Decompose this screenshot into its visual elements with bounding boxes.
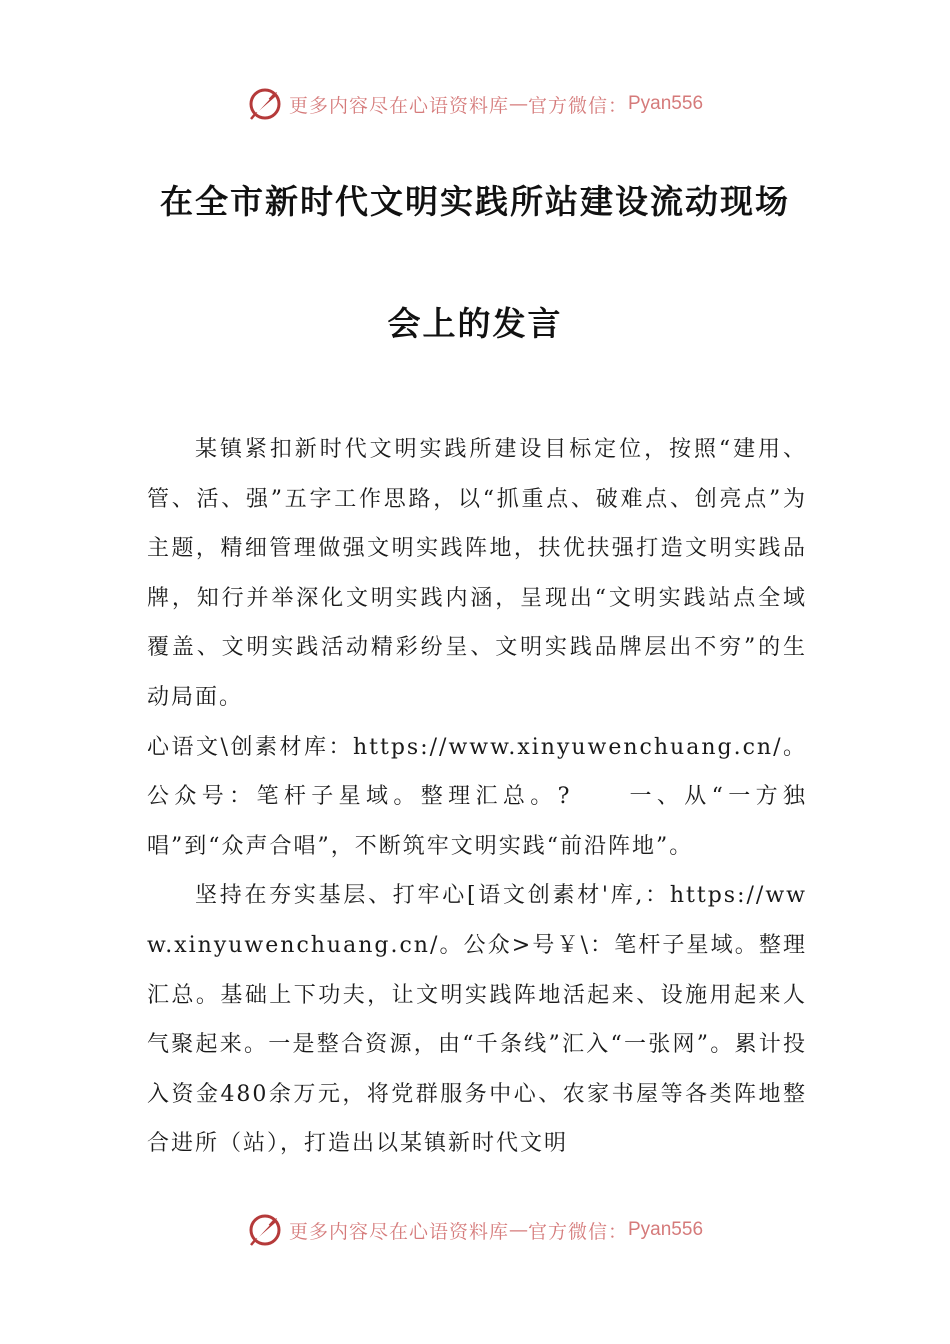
paragraph: 某镇紧扣新时代文明实践所建设目标定位，按照“建用、管、活、强”五字工作思路，以“抓重点、破难点、创亮点”为主题，精细管理做强文明实践阵地，扶优扶强打造文明实践品牌，知行并举深化文明实践内涵，呈现出“文明实践站点全域覆盖、文明实践活动精彩纷呈、文明实践品牌层出不穷”的生动局面。: [147, 437, 807, 710]
document-title-line-1: 在全市新时代文明实践所站建设流动现场: [160, 182, 790, 221]
banner-text: 更多内容尽在心语资料库: [288, 94, 509, 117]
document-body: [147, 425, 807, 1169]
header-banner: [0, 82, 950, 126]
banner-separator: —: [508, 93, 528, 115]
paragraph: 心语文\创素材库：https://www.xinyuwenchuang.cn/。公众号：笔杆子星域。整理汇总。? 一、从“一方独唱”到“众声合唱”，不断筑牢文明实践“前沿阵地”。: [147, 734, 807, 859]
banner-separator: —: [508, 1219, 528, 1241]
paragraph: 坚持在夯实基层、打牢心[语文创素材'库,：https://www.xinyuwenchuang.cn/。公众>号￥\：笔杆子星域。整理汇总。基础上下功夫，让文明实践阵地活起来、设施用起来人气聚起来。一是整合资源，由“千条线”汇入“一张网”。累计投入资金480余万元，将党群服务中心、农家书屋等各类阵地整合进所（站），打造出以某镇新时代文明: [147, 883, 807, 1157]
footer-banner: [0, 1208, 950, 1252]
banner-wechat-id: Pyan556: [628, 93, 704, 114]
banner-text: 更多内容尽在心语资料库: [288, 1220, 509, 1243]
banner-wechat-label: 官方微信：: [527, 94, 628, 117]
quill-pen-logo-icon: [247, 1212, 283, 1248]
quill-pen-logo-icon: [247, 86, 283, 122]
banner-wechat-label: 官方微信：: [527, 1220, 628, 1243]
banner-wechat-id: Pyan556: [628, 1219, 704, 1240]
document-title-line-2: 会上的发言: [387, 304, 563, 343]
